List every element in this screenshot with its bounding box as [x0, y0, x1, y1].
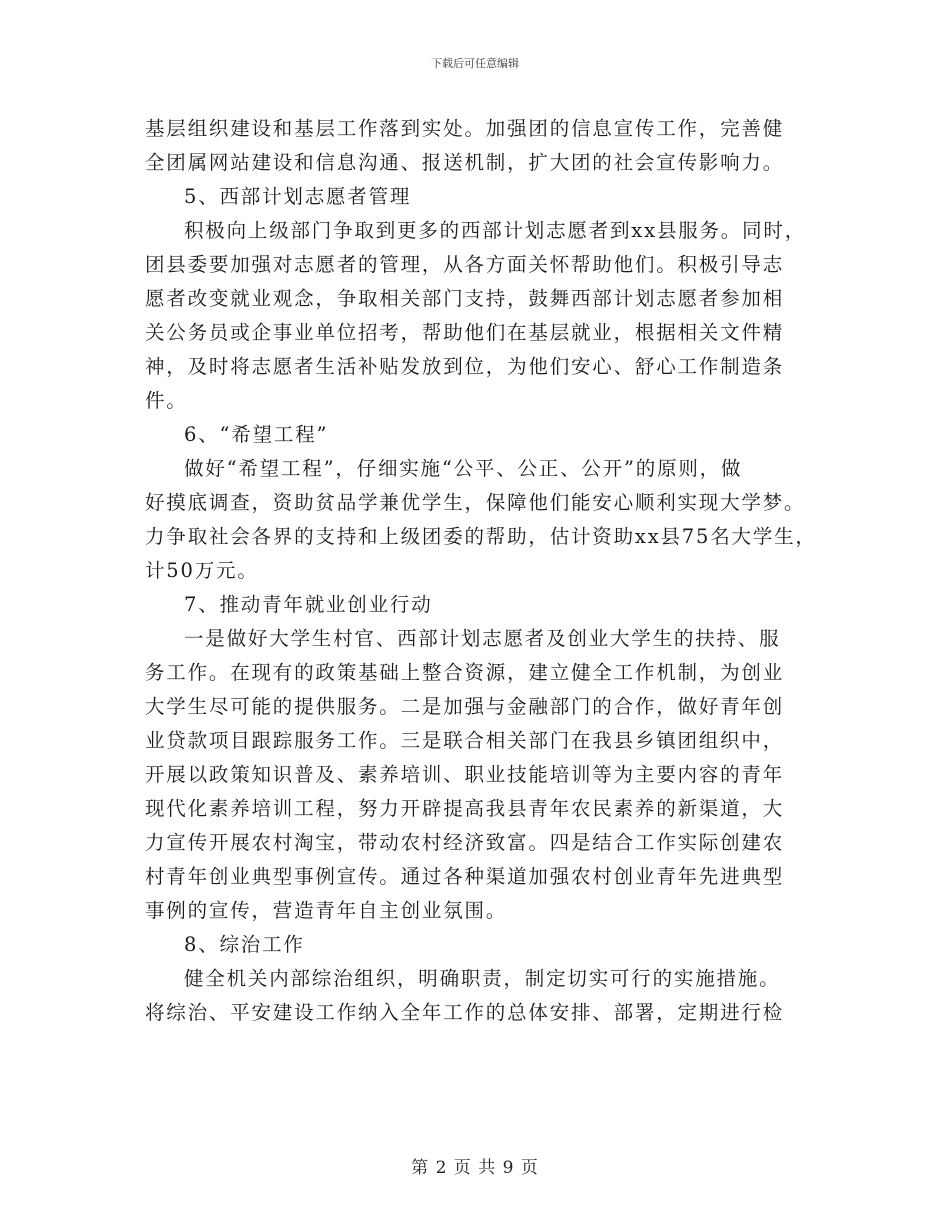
text-line: 力争取社会各界的支持和上级团委的帮助，估计资助xx县75名大学生，	[145, 525, 817, 548]
text-line: 愿者改变就业观念，争取相关部门支持，鼓舞西部计划志愿者参加相	[145, 287, 785, 310]
text-line: 做好“希望工程”，仔细实施“公平、公正、公开”的原则，做	[184, 457, 743, 480]
text-line: 神，及时将志愿者生活补贴发放到位，为他们安心、舒心工作制造条	[145, 355, 785, 378]
text-line: 关公务员或企事业单位招考，帮助他们在基层就业，根据相关文件精	[145, 321, 785, 344]
text-line: 8、综治工作	[184, 933, 305, 956]
text-line: 村青年创业典型事例宣传。通过各种渠道加强农村创业青年先进典型	[145, 865, 785, 888]
text-line: 业贷款项目跟踪服务工作。三是联合相关部门在我县乡镇团组织中，	[145, 729, 785, 752]
document-body	[145, 112, 817, 1030]
text-line: 大学生尽可能的提供服务。二是加强与金融部门的合作，做好青年创	[145, 695, 785, 718]
text-line: 基层组织建设和基层工作落到实处。加强团的信息宣传工作，完善健	[145, 117, 785, 140]
text-line: 一是做好大学生村官、西部计划志愿者及创业大学生的扶持、服	[184, 627, 781, 650]
text-line: 健全机关内部综治组织，明确职责，制定切实可行的实施措施。	[184, 967, 781, 990]
text-line: 7、推动青年就业创业行动	[184, 593, 433, 616]
text-line: 积极向上级部门争取到更多的西部计划志愿者到xx县服务。同时，	[184, 219, 806, 242]
text-line: 6、“希望工程”	[184, 423, 329, 446]
text-line: 全团属网站建设和信息沟通、报送机制，扩大团的社会宣传影响力。	[145, 151, 785, 174]
text-line: 力宣传开展农村淘宝，带动农村经济致富。四是结合工作实际创建农	[145, 831, 785, 854]
text-line: 现代化素养培训工程，努力开辟提高我县青年农民素养的新渠道，大	[145, 797, 785, 820]
text-line: 5、西部计划志愿者管理	[184, 185, 412, 208]
text-line: 件。	[145, 389, 188, 412]
text-line: 团县委要加强对志愿者的管理，从各方面关怀帮助他们。积极引导志	[145, 253, 785, 276]
page-number-footer: 第 2 页 共 9 页	[411, 1158, 539, 1178]
text-line: 开展以政策知识普及、素养培训、职业技能培训等为主要内容的青年	[145, 763, 785, 786]
text-line: 务工作。在现有的政策基础上整合资源，建立健全工作机制，为创业	[145, 661, 785, 684]
page-header-note: 下载后可任意编辑	[431, 57, 519, 70]
text-line: 好摸底调查，资助贫品学兼优学生，保障他们能安心顺利实现大学梦。	[145, 491, 806, 514]
text-line: 事例的宣传，营造青年自主创业氛围。	[145, 899, 508, 922]
text-line: 计50万元。	[145, 559, 259, 582]
text-line: 将综治、平安建设工作纳入全年工作的总体安排、部署，定期进行检	[145, 1001, 785, 1024]
